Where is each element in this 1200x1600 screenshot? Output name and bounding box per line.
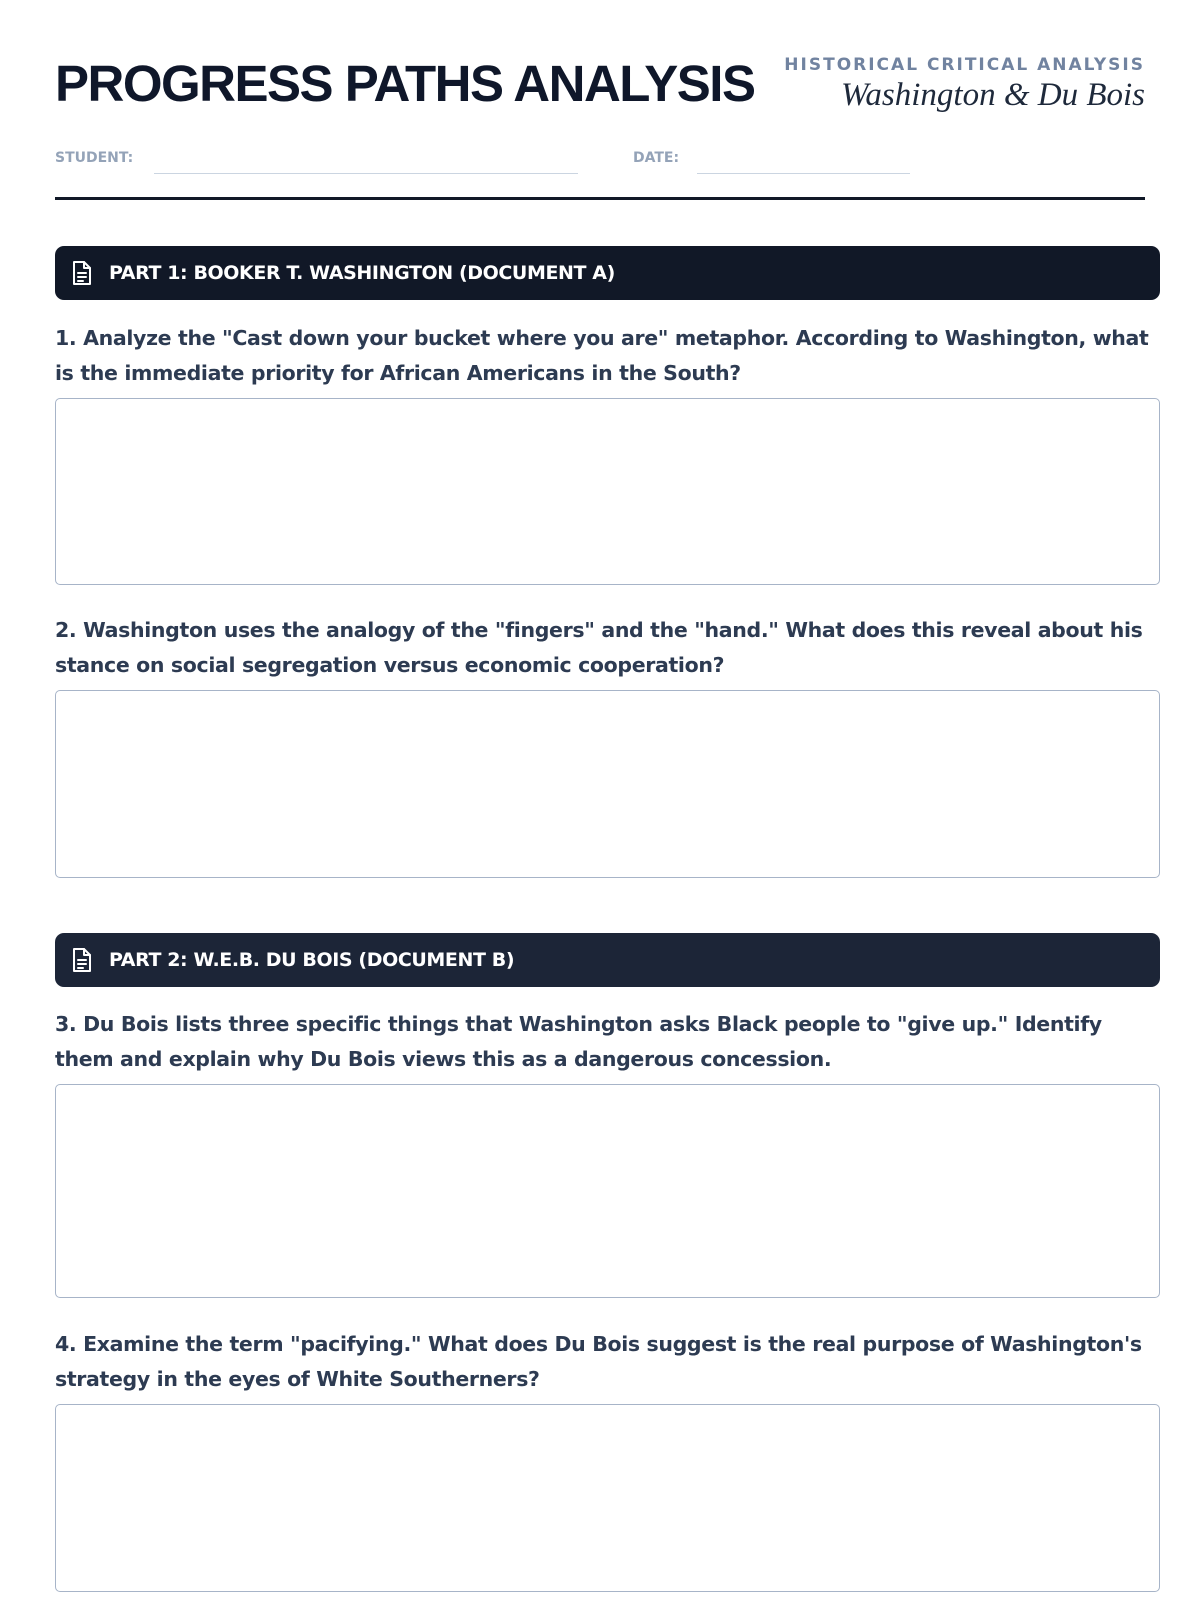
date-field[interactable] [697, 173, 910, 174]
question-4-prompt: 4. Examine the term "pacifying." What does Du Bois suggest is the real purpose of Washington's strategy in the eyes of White Southerners? [55, 1332, 1142, 1391]
worksheet-header [55, 0, 1145, 200]
date-label: DATE: [633, 150, 680, 166]
question-2-prompt: 2. Washington uses the analogy of the "fingers" and the "hand." What does this reveal about his stance on social segregation versus economic cooperation? [55, 618, 1143, 677]
question-1-answer-box[interactable] [55, 398, 1160, 585]
question-4-answer-box[interactable] [55, 1404, 1160, 1592]
question-2-answer-box[interactable] [55, 690, 1160, 878]
section-title: PART 1: BOOKER T. WASHINGTON (DOCUMENT A) [109, 262, 615, 284]
student-name-field[interactable] [154, 173, 578, 174]
section-header-part-1 [55, 246, 1160, 300]
question-1-prompt: 1. Analyze the "Cast down your bucket where you are" metaphor. According to Washington, what is the immediate priority for African Americans in the South? [55, 326, 1149, 385]
document-icon [70, 260, 94, 286]
student-info-row [55, 145, 1145, 177]
section-header-part-2 [55, 933, 1160, 987]
header-kicker: HISTORICAL CRITICAL ANALYSIS [784, 55, 1145, 75]
page-title: PROGRESS PATHS ANALYSIS [55, 55, 755, 112]
header-topic [784, 54, 1145, 112]
document-icon [70, 947, 94, 973]
section-title: PART 2: W.E.B. DU BOIS (DOCUMENT B) [109, 949, 515, 971]
header-subtitle: Washington & Du Bois [840, 77, 1145, 113]
question-3-prompt: 3. Du Bois lists three specific things that Washington asks Black people to "give up." Identify them and explain why Du Bois views this as a dangerous concession. [55, 1012, 1102, 1071]
question-3-answer-box[interactable] [55, 1084, 1160, 1298]
student-label: STUDENT: [55, 150, 134, 166]
